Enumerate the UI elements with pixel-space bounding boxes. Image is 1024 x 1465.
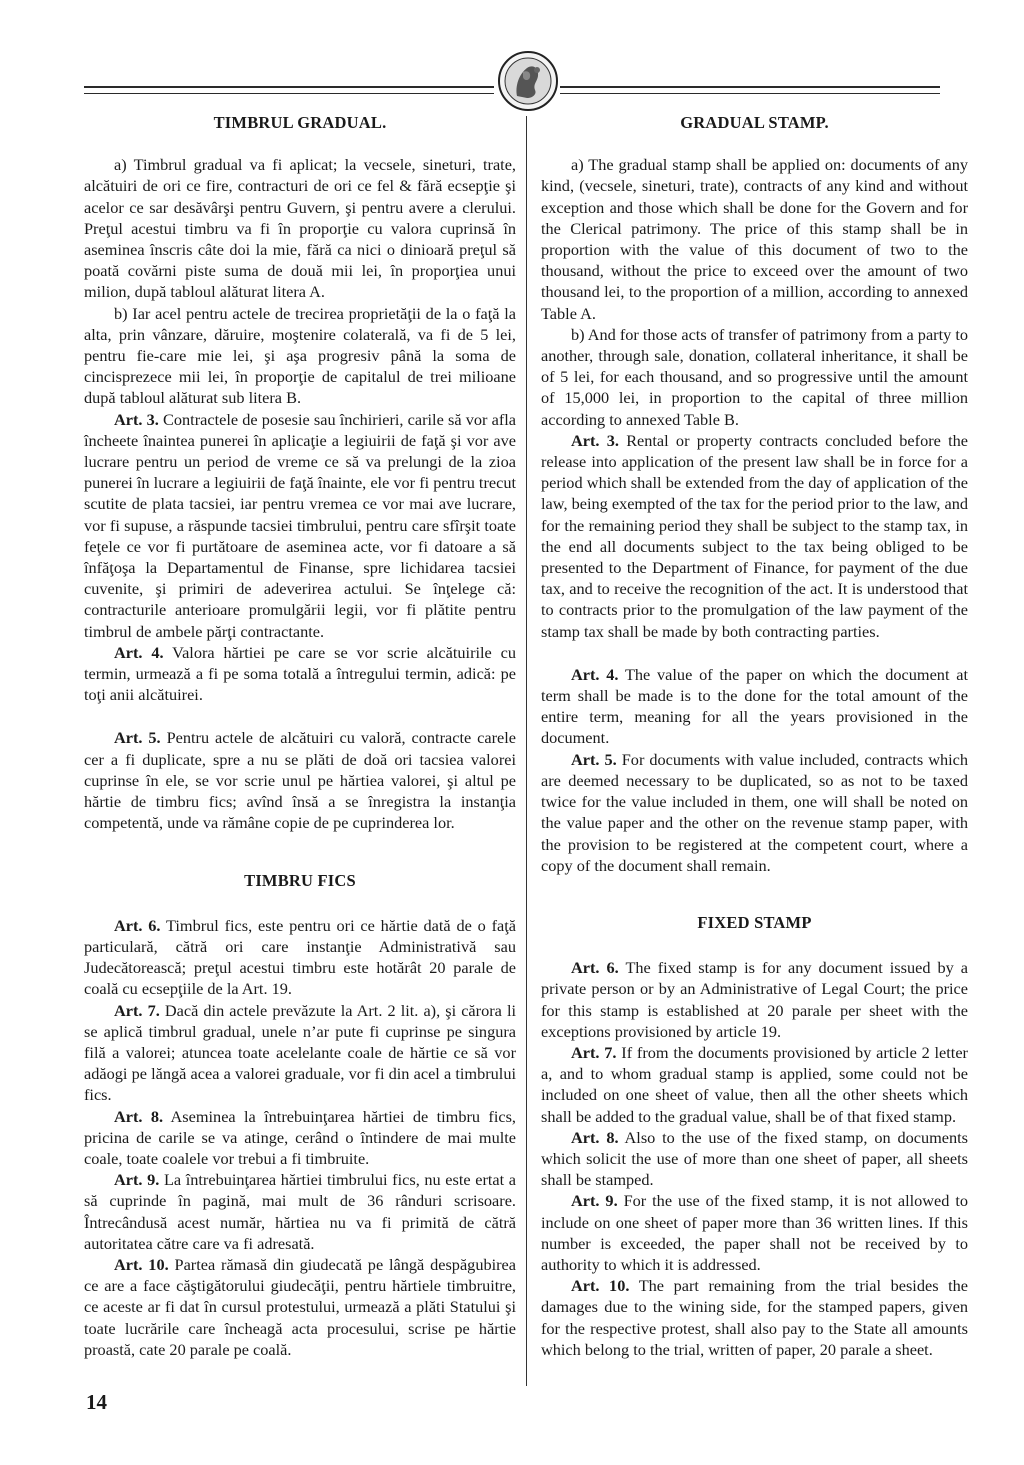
article-5: Art. 5. For documents with value included, contracts which are deemed necessary to be duplicated, so as not to be taxed twice for the value included in them, one will shall be noted on the value paper and the other on the revenue stamp paper, with the provision to be registered at the competent court, where a copy of the document shall remain. xyxy=(541,749,968,875)
article-label: Art. 10. xyxy=(114,1254,169,1274)
article-4: Art. 4. Valora hărtiei pe care se vor scrie alcătuirile cu termin, urmează a fi pe soma totală a întregului termin, adică: pe toţi anii alcătuirei. xyxy=(84,642,516,705)
article-label: Art. 9. xyxy=(571,1191,618,1211)
article-label: Art. 5. xyxy=(114,728,161,748)
article-label: Art. 10. xyxy=(571,1276,630,1296)
paragraph-b: b) Iar acel pentru actele de trecirea proprietăţii de la o faţă la alta, prin vânzare, dăruire, moştenire colaterală, va fi de 5 lei, pentru fie-care mie lei, şi aşa progresiv până la soma de cincisprezece mii lei, în proporţie de capitalul de trei milioane după tabloul alăturat sub litera B. xyxy=(84,303,516,408)
section-title-timbrul-gradual: TIMBRUL GRADUAL. xyxy=(213,113,387,132)
article-label: Art. 5. xyxy=(571,749,617,769)
article-3: Art. 3. Contractele de posesie sau închirieri, carile să vor afla încheete înaintea punerei în aplicaţie a legiuirii de faţă şi vor ave lucrare pentru un period de vreme ce să va prelungi de la zioa punerei în lucrare a legiuirii de faţă înainte, ele vor fi pentru trecut scutite de plata tacsiei, iar pentru vremea ce vor mai ave lucrare, vor fi supuse, a răspunde tacsiei timbrului, pentru care sfîrşit toate feţele ce vor fi purtătoare de aseminea acte, vor fi datoare a să înfăţoşa la Departamentul de Finanse, spre lichidarea tacsiei cuvenite, şi primiri de adeverirea actului. Se înţelege că: contracturile anterioare promulgării legii, vor fi plătite pentru timbrul de ambele părţi contractante. xyxy=(84,409,516,641)
section-title-fixed-stamp: FIXED STAMP xyxy=(697,912,812,932)
article-10: Art. 10. The part remaining from the trial besides the damages due to the wining side, for the stamped papers, given for the respective protest, shall also pay to the State all amounts which belong to the trial, written of paper, 20 parale a sheet. xyxy=(541,1276,969,1359)
article-label: Art. 6. xyxy=(571,958,619,978)
article-label: Art. 9. xyxy=(114,1170,160,1190)
article-label: Art. 6. xyxy=(114,915,161,935)
article-7: Art. 7. If from the documents provisioned by article 2 letter a, and to whom gradual stamp is applied, some could not be included on one sheet of value, then all the other sheets which shall be added to the gradual value, shall be of that fixed stamp. xyxy=(541,1042,968,1126)
header-rule-left xyxy=(84,86,494,94)
article-7: Art. 7. Dacă din actele prevăzute la Art. 2 lit. a), şi cărora li se aplică timbrul gradual, unele n’ar pute fi cuprinse pe singura filă a valorei; atuncea toate acelelante coale de hărtie ce să vor adăogi pe lăngă acea a valorei graduale, vor fi din acel a timbrului fics. xyxy=(84,1000,516,1105)
article-label: Art. 4. xyxy=(114,642,164,662)
article-label: Art. 7. xyxy=(571,1042,617,1062)
paragraph-a: a) Timbrul gradual va fi aplicat; la vecsele, sineturi, trate, alcătuiri de ori ce fire, contracturi de ori ce fel & fără ecsepţie şi acelor ce sar desăvârşi pentru Guvern, şi pentru avere a clerului. Preţul acestui timbru va fi în proporţie cu valora cuprinsă în aseminea înscris câte doi la mie, fără ca nici o dinioară preţul să poată covărni piste suma de două mii lei, în proporţiea unui milion, după tabloul alăturat litera A. xyxy=(84,155,516,302)
article-9: Art. 9. La întrebuinţarea hărtiei timbrului fics, nu este ertat a să cuprinde în pagină, mai mult de 36 rânduri scrisoare. Întrecândusă acest număr, hărtiea nu va fi primită de cătră autoritatea către care va fi adresată. xyxy=(84,1170,516,1253)
left-column-romanian xyxy=(84,112,516,1360)
article-label: Art. 8. xyxy=(571,1127,619,1147)
article-label: Art. 4. xyxy=(571,664,619,684)
right-column-english xyxy=(541,112,968,1360)
section-title-gradual-stamp: GRADUAL STAMP. xyxy=(680,113,829,132)
article-3: Art. 3. Rental or property contracts concluded before the release into application of the present law shall be in force for a period which shall be extended from the day of application of the law, being exempted of the tax for the period prior to the law, and for the remaining period they shall be subject to the stamp tax, in the end all documents subject to the tax being obliged to be presented to the Department of Finance, for payment of the due tax, and to receive the recognition of the act. It is understood that to contracts prior to the promulgation of the law payment of the stamp tax shall be made by both contracting parties. xyxy=(541,430,968,641)
paragraph-a: a) The gradual stamp shall be applied on: documents of any kind, (vecsele, sineturi, trate), contracts of any kind and without exception and those which shall be done for the Govern and for the Clerical patrimony. The price of this stamp shall be in proportion with the value of this document of two to the thousand, without the price to exceed over the amount of two thousand lei, to the proportion of a million, according to annexed Table A. xyxy=(541,155,968,323)
article-10: Art. 10. Partea rămasă din giudecată pe lângă despăgubirea ce are a face căştigătorului giudecăţii, pentru hărtiele timbruitre, ce aceste ar fi dat în cursul protestului, urmează a plăti Statului şi toate lucrările care încheagă acta procesului, scrise pe hărtie proastă, cate 20 parale pe coală. xyxy=(84,1254,516,1359)
article-9: Art. 9. For the use of the fixed stamp, it is not allowed to include on one sheet of paper more than 36 written lines. If this number is exceeded, the paper shall not be received by to authority to which it is addressed. xyxy=(541,1191,968,1274)
header-rule-right xyxy=(560,86,940,94)
paragraph-b: b) And for those acts of transfer of patrimony from a party to another, through sale, donation, collateral inheritance, it shall be of 5 lei, for each thousand, and so progressive until the amount of 15,000 lei, in proportion to the capital of three million according to annexed Table B. xyxy=(541,324,968,429)
article-8: Art. 8. Aseminea la întrebuinţarea hărtiei de timbru fics, pricina de carile se va atinge, cerând o întindere de mai multe coale, toate coalele vor trebui a fi timbruite. xyxy=(84,1106,516,1168)
page-number: 14 xyxy=(86,1390,107,1414)
article-4: Art. 4. The value of the paper on which the document at term shall be made is to the done for the total amount of the entire term, meaning for all the years provisioned in the document. xyxy=(541,664,968,748)
article-label: Art. 3. xyxy=(114,409,159,429)
article-5: Art. 5. Pentru actele de alcătuiri cu valoră, contracte carele cer a fi duplicate, spre a nu se plăti de doă ori tacsiea valorei cuprinse în ele, se vor scrie unul pe hărtiea valorei, şi altul pe hărtie de timbru fics; avînd însă a se înregistra la instanţia competentă, unde va rămâne copie de pe cuprinderea lor. xyxy=(84,728,516,833)
section-title-timbru-fics: TIMBRU FICS xyxy=(244,870,356,890)
article-6: Art. 6. The fixed stamp is for any document issued by a private person or by an Administrative of Legal Court; the price for this stamp is established at 20 parale per sheet with the exceptions provisioned by article 19. xyxy=(541,958,968,1041)
article-label: Art. 3. xyxy=(571,430,619,450)
article-label: Art. 8. xyxy=(114,1106,164,1126)
column-divider xyxy=(526,116,527,1386)
seal-emblem-icon xyxy=(497,50,559,112)
article-8: Art. 8. Also to the use of the fixed stamp, on documents which solicit the use of more than one sheet of paper, all sheets shall be stamped. xyxy=(541,1127,968,1190)
article-label: Art. 7. xyxy=(114,1000,160,1020)
article-6: Art. 6. Timbrul fics, este pentru ori ce hărtie dată de o faţă particulară, cătră ori care instanţie Administrativă sau Judecătorească; preţul acestui timbru este hotărât 20 parale de coală cu ecsepţiile de la Art. 19. xyxy=(84,915,516,999)
